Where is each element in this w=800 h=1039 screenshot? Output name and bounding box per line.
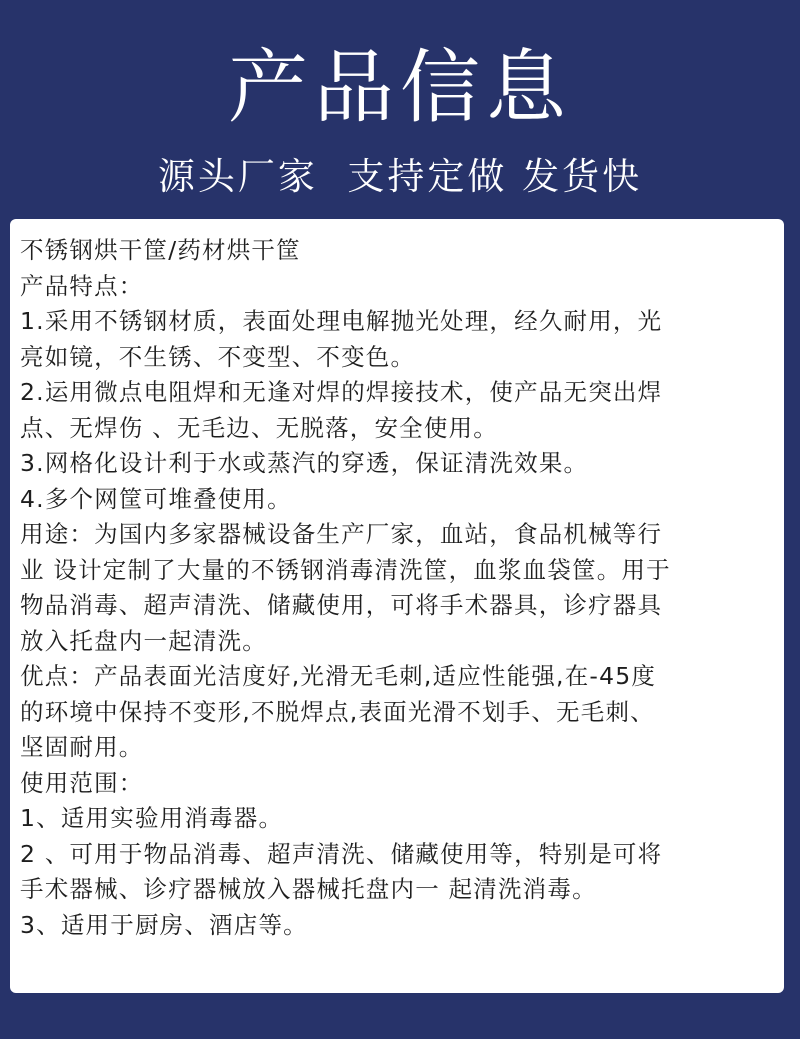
feature-1-line-1: 1.采用不锈钢材质，表面处理电解抛光处理，经久耐用，光 [20,307,663,335]
feature-3-line: 3.网格化设计利于水或蒸汽的穿透，保证清洗效果。 [20,449,589,477]
advantages-line-2: 的环境中保持不变形,不脱焊点,表面光滑不划手、无毛刺、 [20,697,655,726]
scope-heading: 使用范围： [20,768,144,797]
scope-item-1: 1、适用实验用消毒器。 [20,804,284,832]
product-info-card [10,219,784,993]
header-banner [0,0,800,218]
usage-line-3: 物品消毒、超声清洗、储藏使用，可将手术器具，诊疗器具 [20,591,663,619]
page-title: 产品信息 [228,41,572,134]
features-heading: 产品特点： [20,271,144,300]
feature-2-line-2: 点、无焊伤 、无毛边、无脱落，安全使用。 [20,413,498,442]
product-name-line: 不锈钢烘干筐/药材烘干筐 [20,236,301,264]
scope-item-2-line-1: 2 、可用于物品消毒、超声清洗、储藏使用等，特别是可将 [20,839,663,868]
scope-item-3: 3、适用于厨房、酒店等。 [20,910,308,939]
usage-line-4: 放入托盘内一起清洗。 [20,626,267,655]
scope-item-2-line-2: 手术器械、诊疗器械放入器械托盘内一 起清洗消毒。 [20,875,597,903]
advantages-line-3: 坚固耐用。 [20,733,144,761]
usage-line-1: 用途：为国内多家器械设备生产厂家，血站，食品机械等行 [20,520,663,548]
usage-line-2: 业 设计定制了大量的不锈钢消毒清洗筐，血浆血袋筐。用于 [20,555,671,584]
feature-4-line: 4.多个网筐可堆叠使用。 [20,484,292,513]
advantages-line-1: 优点：产品表面光洁度好,光滑无毛刺,适应性能强,在-45度 [20,662,657,690]
feature-2-line-1: 2.运用微点电阻焊和无逢对焊的焊接技术，使产品无突出焊 [20,378,663,406]
page-subtitle: 源头厂家 支持定做 发货快 [157,155,643,198]
feature-1-line-2: 亮如镜，不生锈、不变型、不变色。 [20,342,416,371]
